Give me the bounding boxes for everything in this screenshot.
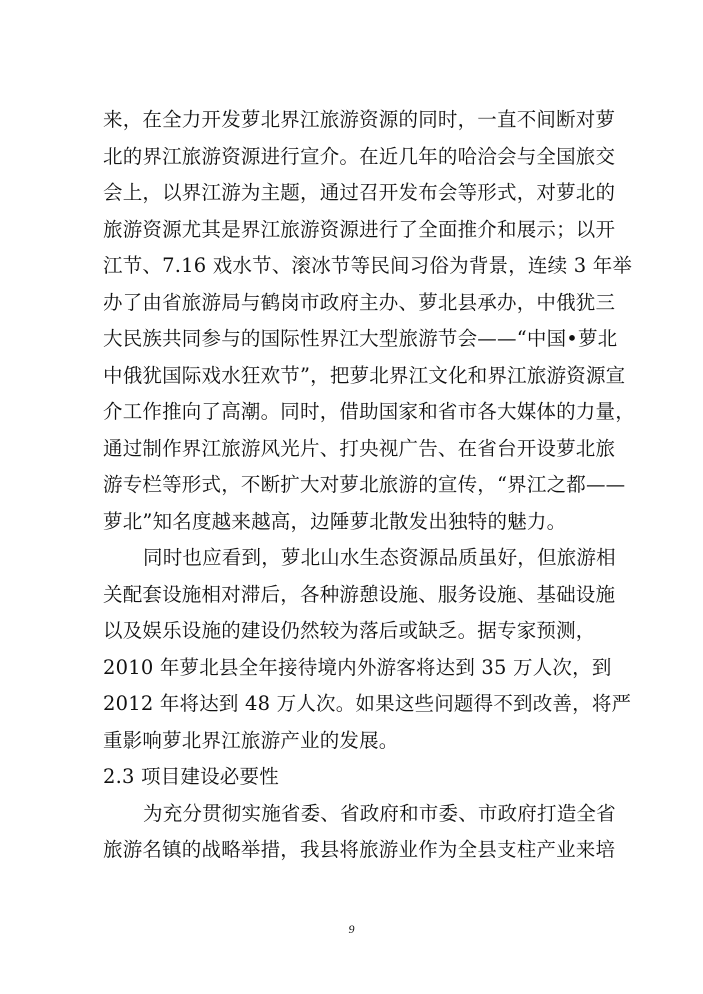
- text-line: 北的界江旅游资源进行宣介。在近几年的哈洽会与全国旅交: [103, 145, 616, 168]
- text-line: 大民族共同参与的国际性界江大型旅游节会——“中国•萝北: [103, 327, 618, 350]
- text-line: 通过制作界江旅游风光片、打央视广告、在省台开设萝北旅: [103, 437, 616, 460]
- section-heading: 2.3 项目建设必要性: [103, 765, 279, 788]
- text-line: 游专栏等形式，不断扩大对萝北旅游的宣传，“界江之都——: [103, 473, 626, 496]
- text-line: 旅游名镇的战略举措，我县将旅游业作为全县支柱产业来培: [103, 838, 616, 861]
- text-line: 来，在全力开发萝北界江旅游资源的同时，一直不间断对萝: [103, 108, 616, 131]
- text-line: 2010 年萝北县全年接待境内外游客将达到 35 万人次，到: [103, 656, 612, 679]
- text-line: 同时也应看到，萝北山水生态资源品质虽好，但旅游相: [143, 546, 616, 569]
- text-line: 为充分贯彻实施省委、省政府和市委、市政府打造全省: [143, 802, 616, 825]
- text-line: 以及娱乐设施的建设仍然较为落后或缺乏。据专家预测，: [103, 619, 596, 642]
- text-line: 萝北”知名度越来越高，边陲萝北散发出独特的魅力。: [103, 510, 567, 533]
- text-line: 会上，以界江游为主题，通过召开发布会等形式，对萝北的: [103, 181, 616, 204]
- text-line: 江节、7.16 戏水节、滚冰节等民间习俗为背景，连续 3 年举: [103, 254, 633, 277]
- text-line: 旅游资源尤其是界江旅游资源进行了全面推介和展示；以开: [103, 218, 616, 241]
- text-line: 2012 年将达到 48 万人次。如果这些问题得不到改善，将严: [103, 692, 632, 715]
- text-line: 重影响萝北界江旅游产业的发展。: [103, 729, 399, 752]
- text-line: 办了由省旅游局与鹤岗市政府主办、萝北县承办，中俄犹三: [103, 291, 616, 314]
- text-line: 介工作推向了高潮。同时，借助国家和省市各大媒体的力量，: [103, 400, 635, 423]
- text-line: 中俄犹国际戏水狂欢节”，把萝北界江文化和界江旅游资源宣: [103, 364, 626, 387]
- text-line: 关配套设施相对滞后，各种游憩设施、服务设施、基础设施: [103, 583, 616, 606]
- page-number: 9: [348, 922, 355, 936]
